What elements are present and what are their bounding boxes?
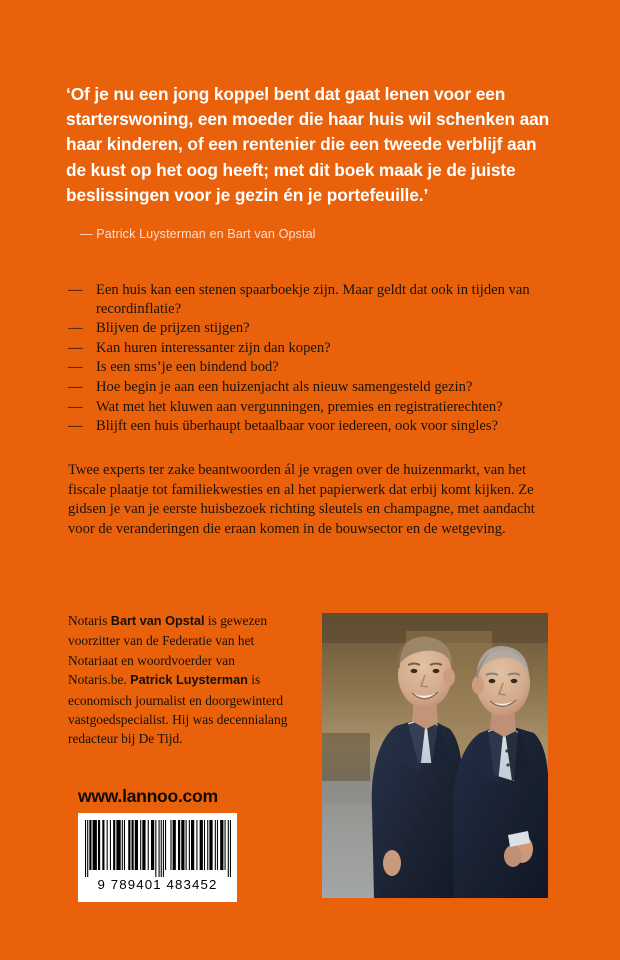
list-item <box>68 417 560 436</box>
list-item <box>68 358 560 377</box>
bio-text-part-2: is gewezen voorzitter van de Federatie van het Notariaat en woordvoerder van Notaris.be. <box>68 613 268 688</box>
list-item-label: Blijven de prijzen stijgen? <box>96 320 250 337</box>
blurb-paragraph: Twee experts ter zake beantwoorden ál je vragen over de huizenmarkt, van het fiscale plaatje tot familiekwesties en al het papierwerk dat erbij komt kijken. Ze gidsen je van je eerste huisbezoek richting sleutels en champagne, met aandacht voor de veranderingen die eraan komen in de bouwsector en de wetgeving. <box>68 462 535 537</box>
em-dash-bullet-icon: — <box>68 418 83 435</box>
author-name-bart-van-opstal: Bart van Opstal <box>110 614 205 628</box>
author-photo <box>322 613 548 898</box>
list-item-label: Wat met het kluwen aan vergunningen, premies en registratierechten? <box>96 398 503 415</box>
em-dash-bullet-icon: — <box>68 320 83 337</box>
list-item-label: Is een sms’je een bindend bod? <box>96 359 279 376</box>
isbn-number: 9 789401 483452 <box>97 877 218 892</box>
list-item <box>68 281 560 318</box>
list-item <box>68 398 560 417</box>
author-name-patrick-luysterman: Patrick Luysterman <box>130 673 248 688</box>
bio-text-part-3: is economisch journalist en doorgewinterd vastgoedspecialist. Hij was decennialang redacteur bij De Tijd. <box>68 672 288 747</box>
question-list <box>68 281 560 437</box>
barcode-bars-icon <box>85 820 231 877</box>
em-dash-bullet-icon: — <box>68 282 83 298</box>
pull-quote-attribution: — Patrick Luysterman en Bart van Opstal <box>80 227 316 242</box>
list-item <box>68 319 560 338</box>
em-dash-bullet-icon: — <box>68 378 83 395</box>
em-dash-bullet-icon: — <box>68 359 83 376</box>
list-item-label: Een huis kan een stenen spaarboekje zijn. Maar geldt dat ook in tijden van recordinflatie? <box>96 282 530 317</box>
em-dash-bullet-icon: — <box>68 398 83 415</box>
pull-quote-block <box>66 82 558 242</box>
isbn-barcode <box>78 813 237 902</box>
author-bio <box>68 611 294 749</box>
list-item-label: Kan huren interessanter zijn dan kopen? <box>96 339 331 356</box>
list-item <box>68 378 560 397</box>
author-photo-image <box>322 613 548 898</box>
bio-text-part-1: Notaris <box>68 613 111 628</box>
em-dash-bullet-icon: — <box>68 339 83 356</box>
publisher-website-url[interactable]: www.lannoo.com <box>78 786 218 806</box>
list-item <box>68 339 560 358</box>
list-item-label: Hoe begin je aan een huizenjacht als nieuw samengesteld gezin? <box>96 378 473 395</box>
pull-quote-text: ‘Of je nu een jong koppel bent dat gaat lenen voor een starterswoning, een moeder die haar huis wil schenken aan haar kinderen, of een rentenier die een tweede verblijf aan de kust op het oog heeft; met dit boek maak je de juiste beslissingen voor je gezin én je portefeuille.’ <box>66 84 550 205</box>
list-item-label: Blijft een huis überhaupt betaalbaar voor iedereen, ook voor singles? <box>96 418 499 435</box>
